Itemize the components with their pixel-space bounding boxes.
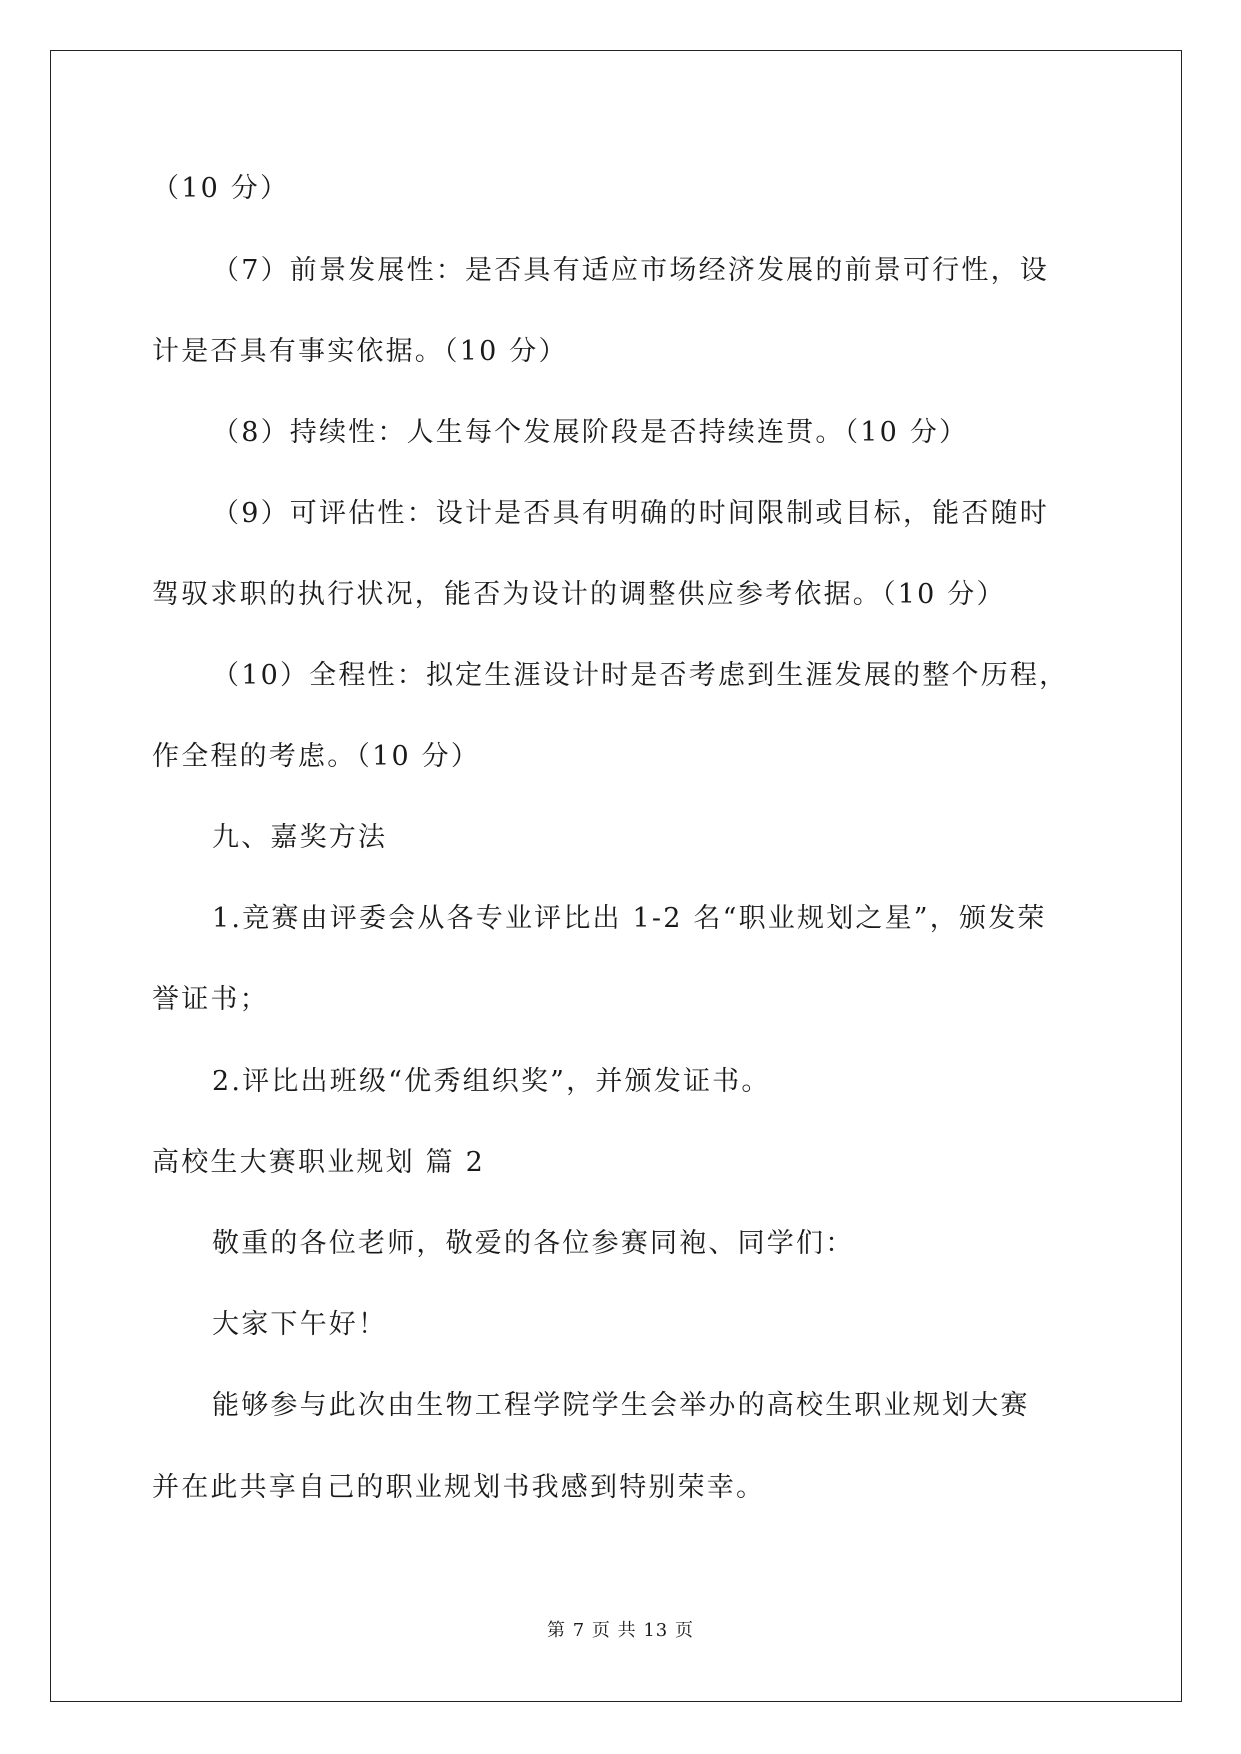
page-border	[50, 50, 1182, 1702]
article-title: 高校生大赛职业规划 篇 2	[152, 1147, 485, 1178]
text-line: 大家下午好！	[212, 1309, 388, 1340]
text-line: （10）全程性：拟定生涯设计时是否考虑到生涯发展的整个历程，	[212, 660, 1069, 691]
text-line: （10 分）	[152, 173, 290, 204]
section-heading: 九、嘉奖方法	[212, 822, 388, 853]
text-line: 誉证书；	[152, 984, 269, 1015]
text-line: 计是否具有事实依据。（10 分）	[152, 336, 568, 367]
text-line: 作全程的考虑。（10 分）	[152, 741, 481, 772]
text-line: 1.竞赛由评委会从各专业评比出 1-2 名“职业规划之星”，颁发荣	[212, 903, 1047, 934]
text-line: 能够参与此次由生物工程学院学生会举办的高校生职业规划大赛	[212, 1390, 1030, 1421]
text-line: （9）可评估性：设计是否具有明确的时间限制或目标，能否随时	[212, 498, 1049, 529]
text-line: 驾驭求职的执行状况，能否为设计的调整供应参考依据。（10 分）	[152, 579, 1006, 610]
text-line: （7）前景发展性：是否具有适应市场经济发展的前景可行性，设	[212, 255, 1049, 286]
page-footer: 第 7 页 共 13 页	[547, 1620, 694, 1641]
text-line: 敬重的各位老师，敬爱的各位参赛同袍、同学们：	[212, 1228, 855, 1259]
text-line: （8）持续性：人生每个发展阶段是否持续连贯。（10 分）	[212, 417, 969, 448]
text-line: 并在此共享自己的职业规划书我感到特别荣幸。	[152, 1472, 766, 1503]
text-line: 2.评比出班级“优秀组织奖”，并颁发证书。	[212, 1066, 771, 1097]
